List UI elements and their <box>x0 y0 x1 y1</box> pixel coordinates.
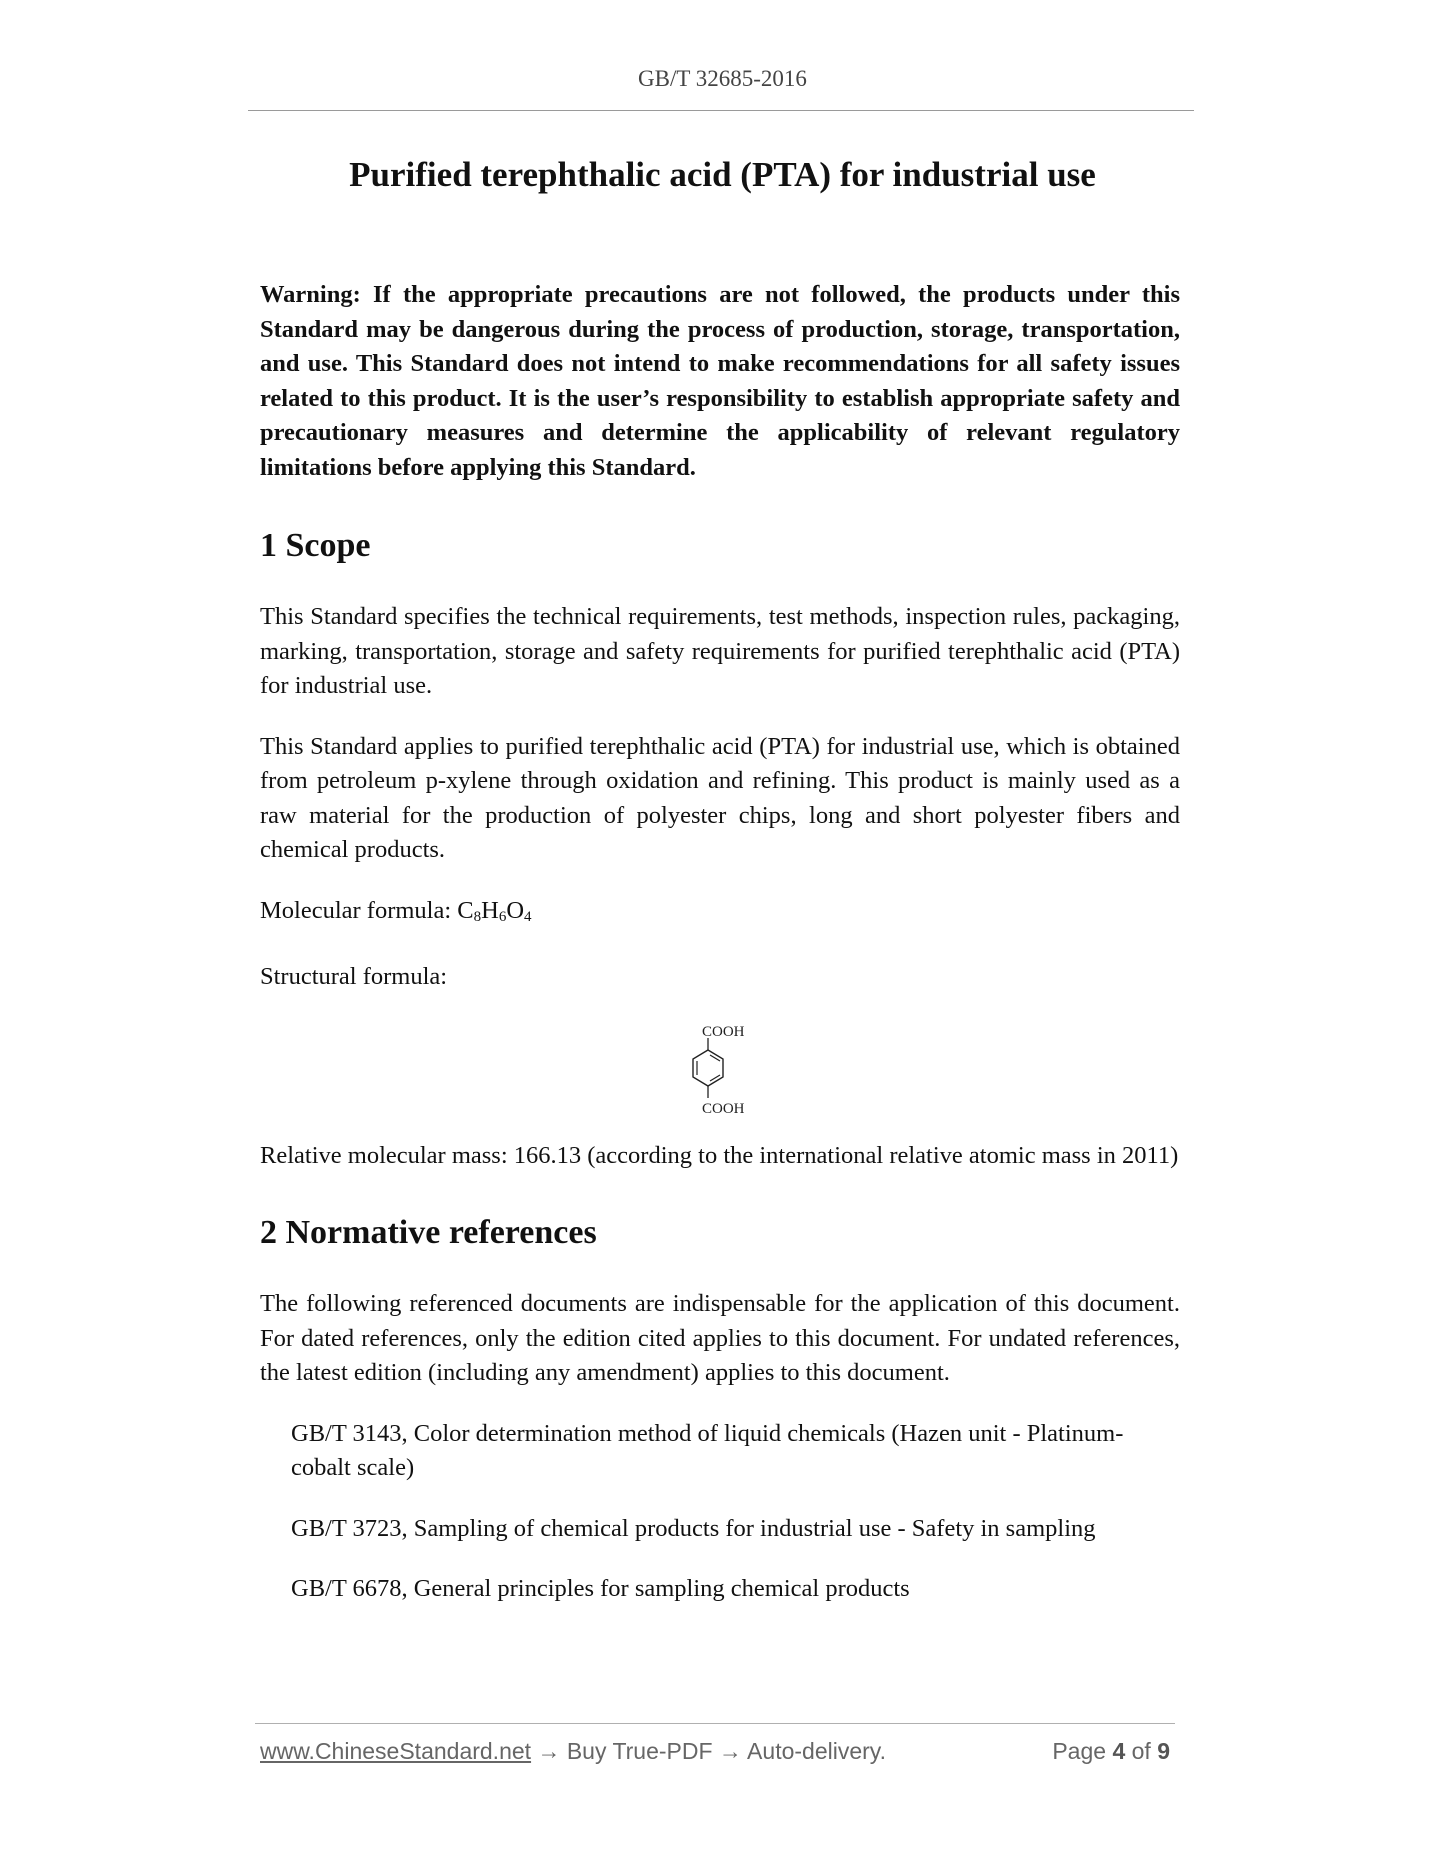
page-label: Page <box>1052 1738 1113 1764</box>
page-number <box>1052 1738 1170 1765</box>
section-1-heading: 1 Scope <box>260 527 371 564</box>
footer-divider <box>255 1723 1175 1724</box>
formula-c: C <box>457 896 474 924</box>
document-title: Purified terephthalic acid (PTA) for industrial use <box>349 155 1096 194</box>
scope-paragraph-2: This Standard applies to purified terephthalic acid (PTA) for industrial use, which is obtained from petroleum p-xylene through oxidation and refining. This product is mainly used as a raw material for the production of polyester chips, long and short polyester fibers and chemical products. <box>260 732 1180 863</box>
formula-o-count: 4 <box>524 908 532 925</box>
page-footer <box>260 1738 1175 1765</box>
formula-h-count: 6 <box>498 908 507 925</box>
page-of-label: of <box>1125 1738 1158 1764</box>
page-total: 9 <box>1157 1738 1170 1764</box>
chinesestandard-link[interactable]: www.ChineseStandard.net <box>260 1738 532 1764</box>
header-standard-code: GB/T 32685-2016 <box>638 66 807 91</box>
structural-formula-diagram <box>680 1022 770 1122</box>
reference-item: GB/T 3143, Color determination method of liquid chemicals (Hazen unit - Platinum-cobalt scale) <box>291 1419 1124 1481</box>
scope-paragraph-1: This Standard specifies the technical requirements, test methods, inspection rules, packaging, marking, transportation, storage and safety requirements for purified terephthalic acid (PTA) for industrial use. <box>260 603 1180 699</box>
molecular-formula-label: Molecular formula: <box>260 896 458 924</box>
formula-c-count: 8 <box>473 908 482 925</box>
reference-item: GB/T 3723, Sampling of chemical products for industrial use - Safety in sampling <box>291 1514 1096 1542</box>
relative-molecular-mass: Relative molecular mass: 166.13 (according to the international relative atomic mass in 2011) <box>260 1141 1179 1169</box>
structure-bottom-group: COOH <box>702 1101 745 1117</box>
section-2-heading: 2 Normative references <box>260 1214 597 1251</box>
formula-o: O <box>506 896 525 924</box>
benzene-ring-structure <box>680 1022 770 1122</box>
normative-references-intro: The following referenced documents are indispensable for the application of this document. For dated references, only the edition cited applies to this document. For undated references, the latest edition (including any amendment) applies to this document. <box>260 1290 1180 1386</box>
structure-top-group: COOH <box>702 1024 745 1040</box>
formula-h: H <box>481 896 499 924</box>
page-current: 4 <box>1112 1738 1126 1764</box>
footer-tagline: → Buy True-PDF → Auto-delivery. <box>531 1738 886 1764</box>
header-divider <box>248 110 1194 111</box>
molecular-formula <box>260 894 1180 935</box>
warning-paragraph: Warning: If the appropriate precautions are not followed, the products under this Standard may be dangerous during the process of production, storage, transportation, and use. This Standard does not intend to make recommendations for all safety issues related to this product. It is the user’s responsibility to establish appropriate safety and precautionary measures and determine the applicability of relevant regulatory limitations before applying this Standard. <box>260 281 1180 481</box>
document-body <box>260 278 1180 1607</box>
reference-item: GB/T 6678, General principles for sampling chemical products <box>291 1575 910 1602</box>
structural-formula-label: Structural formula: <box>260 963 448 990</box>
